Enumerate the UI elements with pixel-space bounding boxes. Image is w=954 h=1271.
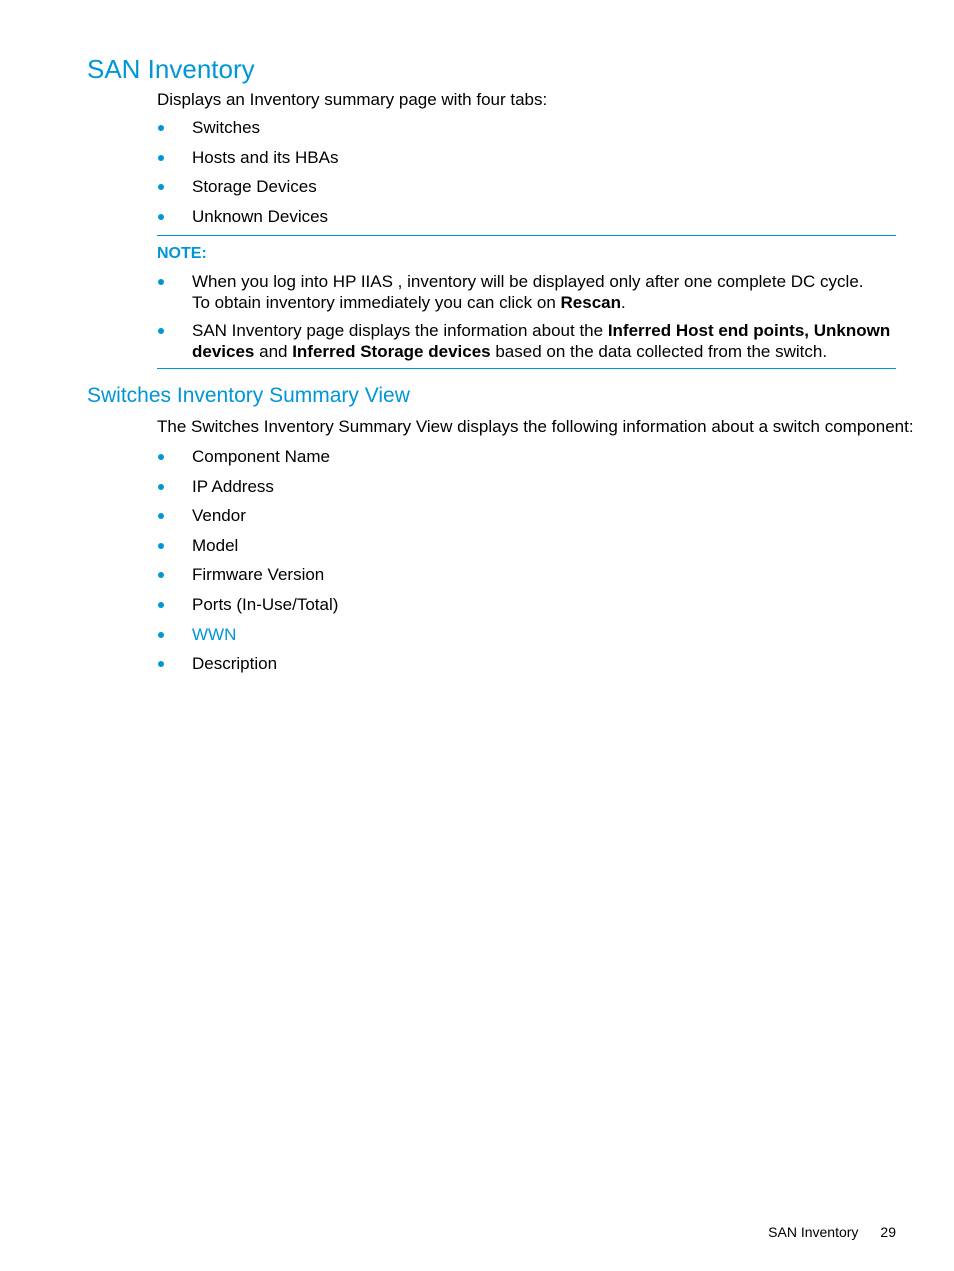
page-number: 29 <box>880 1224 896 1240</box>
note-item-line <box>192 320 896 341</box>
bullet-icon <box>158 572 164 578</box>
list-item-label: Firmware Version <box>192 565 325 585</box>
note-label: NOTE: <box>157 245 207 262</box>
note-emphasis: Inferred Storage devices <box>292 342 491 361</box>
rescan-label: Rescan <box>560 293 621 312</box>
note-item-line: When you log into HP IIAS , inventory will be displayed only after one complete DC cycle. <box>192 272 864 291</box>
list-item-label: Hosts and its HBAs <box>192 147 339 167</box>
note-item-line <box>192 341 896 362</box>
list-item <box>157 624 338 654</box>
list-item <box>157 535 338 565</box>
note-top-divider <box>157 235 896 236</box>
list-item <box>157 653 338 683</box>
list-item-label: Switches <box>192 118 261 137</box>
list-item <box>157 505 338 535</box>
list-item <box>157 147 338 177</box>
list-item-label: Storage Devices <box>192 177 317 197</box>
list-item-label: Component Name <box>192 447 330 466</box>
bullet-icon <box>158 328 164 334</box>
list-item-label: Description <box>192 654 278 674</box>
note-bottom-divider <box>157 368 896 369</box>
page-footer <box>768 1222 896 1242</box>
bullet-icon <box>158 155 164 161</box>
list-item <box>157 446 338 476</box>
subsection-title: Switches Inventory Summary View <box>87 384 410 407</box>
list-item <box>157 176 338 206</box>
list-item-label: Unknown Devices <box>192 206 329 226</box>
tabs-list <box>157 117 338 235</box>
list-item <box>157 206 338 236</box>
note-item <box>157 320 896 362</box>
bullet-icon <box>158 279 164 285</box>
list-item <box>157 594 338 624</box>
fields-list <box>157 446 338 683</box>
section-intro: Displays an Inventory summary page with four tabs: <box>157 90 548 109</box>
subsection-intro: The Switches Inventory Summary View displays the following information about a switch component: <box>157 417 914 436</box>
note-text: To obtain inventory immediately you can click on <box>192 293 561 312</box>
note-text: based on the data collected from the switch. <box>490 342 828 361</box>
bullet-icon <box>158 484 164 490</box>
wwn-link[interactable]: WWN <box>192 624 237 644</box>
note-text: SAN Inventory page displays the information about the <box>192 321 608 340</box>
note-item-line <box>192 292 896 313</box>
bullet-icon <box>158 632 164 638</box>
bullet-icon <box>158 602 164 608</box>
list-item <box>157 476 338 506</box>
list-item-label: Vendor <box>192 506 246 526</box>
note-emphasis: devices <box>192 342 255 361</box>
bullet-icon <box>158 454 164 460</box>
bullet-icon <box>158 661 164 667</box>
page-title: SAN Inventory <box>87 54 255 84</box>
footer-section-name: SAN Inventory <box>768 1224 859 1240</box>
bullet-icon <box>158 214 164 220</box>
list-item-label: Model <box>192 535 239 555</box>
list-item <box>157 117 338 147</box>
bullet-icon <box>158 184 164 190</box>
list-item-label: IP Address <box>192 476 274 496</box>
bullet-icon <box>158 513 164 519</box>
list-item-label: Ports (In-Use/Total) <box>192 594 339 614</box>
list-item <box>157 564 338 594</box>
note-text: . <box>621 293 626 312</box>
note-emphasis: Inferred Host end points, Unknown <box>607 321 891 340</box>
note-item <box>157 271 896 313</box>
bullet-icon <box>158 125 164 131</box>
bullet-icon <box>158 543 164 549</box>
note-text: and <box>254 342 293 361</box>
note-list <box>157 271 896 362</box>
